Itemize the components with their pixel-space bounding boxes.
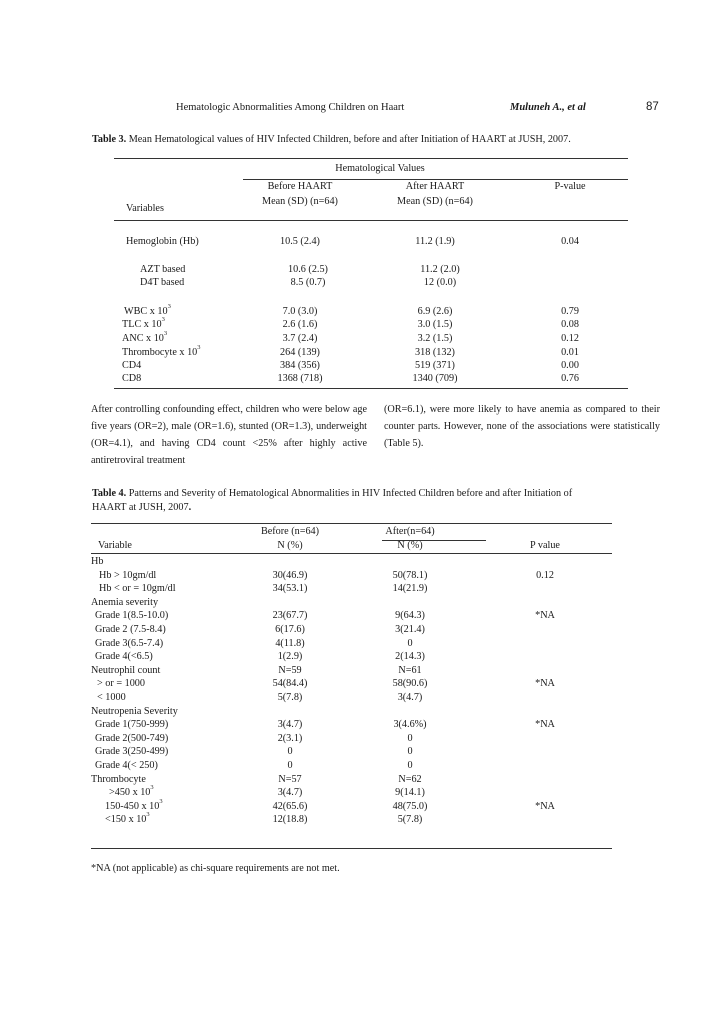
paragraph-left: After controlling confounding effect, children who were below age five years (OR=2), male (OR=1.6), stunted (OR=1.3), underweight (OR=4.1), and having CD4 count <25% after highly active antiretroviral treatment [91,404,367,466]
table4-row-label-text: Anemia severity [91,596,159,608]
table4-row-label-text: Thrombocyte [91,773,146,785]
table4-row-before: 0 [287,760,293,771]
table3-row-before: 3.7 (2.4) [282,333,318,344]
table3-col-before-2: Mean (SD) (n=64) [262,196,338,207]
table4-head-rule [91,553,612,554]
table4-row-label-sup: 3 [159,797,163,805]
table4-row-p: *NA [535,800,555,812]
table3-col-after-2: Mean (SD) (n=64) [397,196,473,207]
table3-row-p: 0.01 [561,347,579,358]
table4-row-p: *NA [535,610,555,622]
table4-row-before: 2(3.1) [277,732,303,744]
table4-row-after: 50(78.1) [392,569,428,581]
table3-row-after: 12 (0.0) [423,277,457,288]
table3-row-after: 1340 (709) [412,373,458,384]
table4-caption [92,486,662,502]
table4-caption-line2-text: HAART at JUSH, 2007 [92,502,189,513]
table3-col-p: P-value [554,181,586,192]
table4-row-after: 3(21.4) [395,624,425,635]
table4-row-label [95,746,168,757]
table3-row-label-text: WBC x 10 [124,306,168,317]
table4-row-label-text: Grade 1(750-999) [95,719,169,731]
table4-row-before: 3(4.7) [277,719,303,731]
table4-row-label [95,610,168,621]
table4-row-after: 0 [407,746,413,758]
table4-row-before: 5(7.8) [277,692,303,703]
table3-row-label-sup: 3 [161,316,165,323]
table4-row-label-text: Neutrophil count [91,664,161,676]
table4-col-p: P value [530,540,560,551]
table4-row-before: 0 [287,746,293,758]
table3-row-label-text: TLC x 10 [122,319,162,330]
table3-row-label-sup: 3 [167,303,171,310]
table4-caption-text: Patterns and Severity of Hematological Abnormalities in HIV Infected Children before and after Initiation of [126,488,573,499]
table4-row-before: 4(11.8) [275,637,305,649]
table4-row-label [95,719,168,730]
table4-row-label-text: 150-450 x 10 [105,800,160,812]
table4-caption-line2 [92,502,191,513]
table3-row-label: CD8 [122,373,142,384]
table3-row-p: 0.79 [561,306,579,317]
table3-row-after: 11.2 (2.0) [420,264,460,275]
page-number: 87 [646,101,659,113]
table3-row-before: 1368 (718) [277,373,323,384]
table4-row-label-text: Grade 3(250-499) [95,746,169,758]
table4-row-label-text: Grade 4(< 250) [95,760,158,771]
table4-row-label [97,678,145,689]
table4-row-after: N=61 [398,664,422,676]
table4-col-after-2: N (%) [397,540,423,551]
table3-row-p: 0.76 [561,373,579,384]
table3-row-before: 10.6 (2.5) [288,264,328,275]
table3-caption [92,134,571,145]
table4-row-label-sup: 3 [146,811,150,819]
table4-row-before: 34(53.1) [272,583,308,595]
running-title: Hematologic Abnormalities Among Children on Haart [176,102,405,113]
table4-row-before: 6(17.6) [275,624,305,635]
running-authors: Muluneh A., et al [510,102,586,113]
table4-row-label [97,692,126,703]
table3-row-p: 0.00 [561,360,579,371]
table3-row-label-sup: 3 [163,330,168,337]
table4-row-before: N=59 [278,664,302,676]
table4-row-after: 48(75.0) [392,800,428,812]
table4-row-before: N=57 [278,773,302,785]
table4-row-p: 0.12 [536,569,554,581]
table3-group-header: Hematological Values [335,163,425,174]
table3-row-p: 0.12 [561,333,579,344]
table4-col-variable: Variable [98,540,132,551]
table4-row-after: 0 [407,732,413,744]
table3-row-before: 384 (356) [280,360,320,371]
table3-row-label: AZT based [140,264,186,275]
table4-row-label-text: > or = 1000 [97,678,145,690]
table3-row-after: 519 (371) [415,360,455,371]
table4-row-before: 54(84.4) [272,678,308,690]
table4-col-before-2: N (%) [277,540,303,551]
table4-row-after: 9(64.3) [395,610,425,622]
table4-row-after: 2(14.3) [395,651,425,663]
table3-caption-text: Mean Hematological values of HIV Infected Children, before and after Initiation of HAART at JUSH, 2007. [126,134,571,145]
table4-row-label-text: Hb [91,556,104,567]
table4-row-after: 14(21.9) [392,583,428,595]
table4-row-label-text: Hb < or = 10gm/dl [99,583,176,595]
table3-row-label [122,330,168,344]
table4-row-label [91,597,158,608]
table4-row-label [95,733,168,744]
table4-row-label [105,811,150,826]
table3-row-after: 318 (132) [415,347,455,358]
table4-row-label-text: Grade 2(500-749) [95,732,169,744]
table4-row-label-text: Neutropenia Severity [91,705,178,717]
table4-row-label [91,556,103,567]
table3-row-label: Hemoglobin (Hb) [126,236,199,247]
table3-row-label [122,344,201,358]
table3-row-p: 0.04 [561,236,579,247]
table3-row-label: CD4 [122,360,142,371]
table4-row-before: 3(4.7) [277,787,303,799]
table4-row-label-sup: 3 [150,784,154,792]
table3-row-label-sup: 3 [197,344,201,351]
table4-row-label [91,665,160,676]
table3-col-before-1: Before HAART [267,181,333,192]
table4-row-before: 42(65.6) [272,800,308,812]
table4-col-before-1: Before (n=64) [260,526,320,537]
table4-row-after: 58(90.6) [392,678,428,690]
table4-row-label [99,570,156,581]
table3-row-label-text: ANC x 10 [122,333,164,344]
table3-row-before: 7.0 (3.0) [282,306,318,317]
table3-row-before: 264 (139) [280,347,320,358]
table3-group-rule [243,179,628,180]
table3-row-before: 2.6 (1.6) [282,319,318,330]
table4-row-before: 12(18.8) [272,814,308,826]
table4-row-label-text: Grade 2 (7.5-8.4) [95,624,166,635]
table4-row-label [109,784,154,799]
table4-caption-end: . [188,502,192,513]
table3-top-rule [114,158,628,159]
table3-caption-label: Table 3. [92,134,127,145]
table4-row-label [105,797,163,812]
table3-row-p: 0.08 [561,319,579,330]
table4-row-label [91,706,178,717]
table4-top-rule [91,523,612,524]
table3-row-before: 10.5 (2.4) [280,236,320,247]
table4-row-before: 1(2.9) [277,651,303,663]
table4-row-label-text: Grade 4(<6.5) [95,651,153,663]
table4-row-label [95,638,163,649]
table3-row-before: 8.5 (0.7) [290,277,326,288]
table4-row-before: 30(46.9) [272,569,308,581]
table4-row-before: 23(67.7) [272,610,308,622]
table4-row-after: 3(4.7) [397,692,423,703]
footnote: *NA (not applicable) as chi-square requirements are not met. [91,863,340,874]
table3-row-label-text: Thrombocyte x 10 [122,347,198,358]
table4-row-p: *NA [535,678,555,690]
table4-row-label-text: Hb > 10gm/dl [99,569,157,581]
table3-col-after-1: After HAART [405,181,465,192]
table3-row-label [122,316,165,330]
table3-bottom-rule [114,388,628,389]
table4-row-after: 9(14.1) [395,787,425,799]
paragraph-right: (OR=6.1), were more likely to have anemia as compared to their counter parts. However, none of the associations were statistically (Table 5). [384,404,660,449]
table4-row-label [95,760,158,771]
table4-row-label [99,583,176,594]
table4-row-label [95,624,166,635]
table4-bottom-rule [91,848,612,849]
table4-row-label-text: Grade 3(6.5-7.4) [95,637,164,649]
table4-col-after-1: After(n=64) [385,526,435,537]
table3-col-variables: Variables [126,203,164,214]
table4-row-after: 5(7.8) [397,814,423,826]
table4-row-label-text: >450 x 10 [109,787,151,799]
table3-row-after: 3.0 (1.5) [417,319,453,330]
table4-row-after: N=62 [398,773,422,785]
table4-caption-label: Table 4. [92,488,127,499]
table4-row-after: 0 [407,760,413,771]
table4-row-label [91,774,146,785]
table3-row-after: 3.2 (1.5) [417,333,453,344]
table4-row-label-text: < 1000 [97,692,126,703]
table3-head-rule [114,220,628,221]
table3-row-after: 11.2 (1.9) [415,236,455,247]
table3-row-label: D4T based [140,277,185,288]
table4-row-label-text: Grade 1(8.5-10.0) [95,610,169,622]
table4-row-label [95,651,153,662]
table4-row-label-text: <150 x 10 [105,814,147,826]
table4-row-after: 3(4.6%) [393,719,427,731]
table4-row-after: 0 [407,637,413,649]
table3-row-after: 6.9 (2.6) [417,306,453,317]
table4-row-p: *NA [535,719,555,731]
